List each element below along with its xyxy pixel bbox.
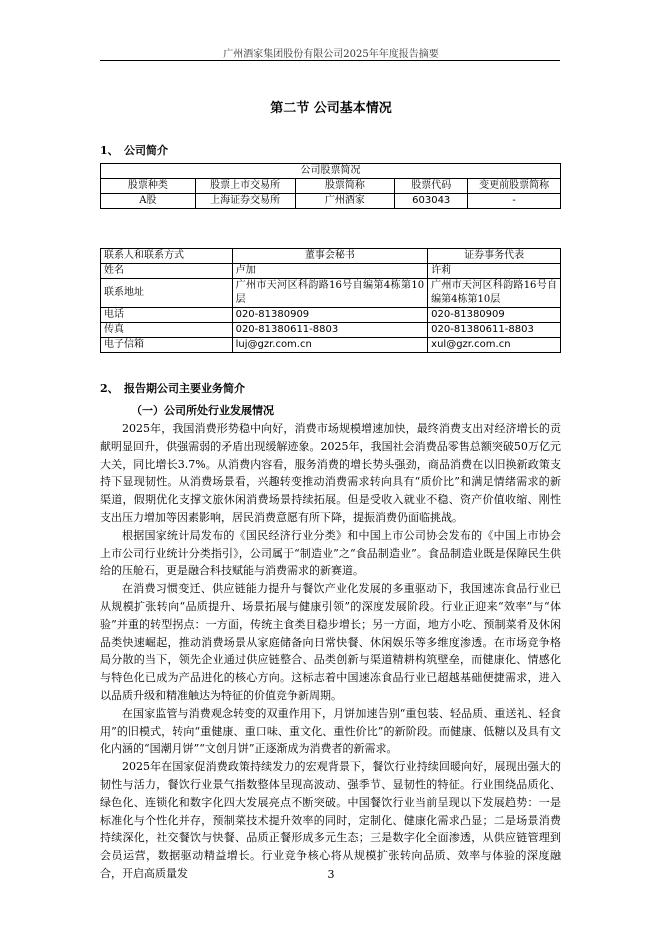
table-cell: 020-81380611-8803 xyxy=(232,323,428,338)
stock-info-table xyxy=(100,163,561,209)
heading-number: 2、 xyxy=(100,382,119,395)
table-cell: 020-81380611-8803 xyxy=(428,323,561,338)
page-number: 3 xyxy=(327,868,335,881)
table-cell: 603043 xyxy=(395,194,468,209)
paragraph: 根据国家统计局发布的《国民经济行业分类》和中国上市公司协会发布的《中国上市协会上市公司行业统计分类指引》，公司属于“制造业”之“食品制造业”。食品制造业既是保障民生供给的压舱石，更是融合科技赋能与消费需求的新赛道。 xyxy=(100,528,561,578)
paragraph: 2025年在国家促消费政策持续发力的宏观背景下，餐饮行业持续回暖向好，展现出强大的韧性与活力，餐饮行业景气指数整体呈现高波动、强季节、显韧性的特征。行业围绕品质化、绿色化、连锁化和数字化四大发展亮点不断突破。中国餐饮行业当前呈现以下发展趋势：一是标准化与个性化并存，预制菜技术提升效率的同时，定制化、健康化需求凸显；二是场景消费持续深化，社交餐饮与快餐、品质正餐形成多元生态；三是数字化全面渗透，从供应链管理到会员运营，数据驱动精益增长。行业竞争核心将从规模扩张转向品质、效率与体验的深度融合，开启高质量发 xyxy=(100,760,561,880)
paragraph: 在国家监管与消费观念转变的双重作用下，月饼加速告别“重包装、轻品质、重送礼、轻食用”的旧模式，转向“重健康、重口味、重文化、重性价比”的新阶段。而健康、低糖以及具有文化内涵的“国潮月饼”“文创月饼”正逐渐成为消费者的新需求。 xyxy=(100,706,561,756)
table-cell: 上海证券交易所 xyxy=(195,194,295,209)
heading-number: 1、 xyxy=(100,144,119,157)
body-text xyxy=(100,420,561,883)
table-header: 股票上市交易所 xyxy=(195,179,295,194)
table-header: 联系人和联系方式 xyxy=(101,249,233,264)
table-header: 董事会秘书 xyxy=(232,249,428,264)
table-cell: 广州酒家 xyxy=(295,194,395,209)
contact-table xyxy=(100,248,561,353)
subsection-title: （一）公司所处行业发展情况 xyxy=(131,404,274,417)
table-cell: 传真 xyxy=(101,323,233,338)
table-cell: 020-81380909 xyxy=(428,308,561,323)
page-header: 广州酒家集团股份有限公司2025年年度报告摘要 xyxy=(223,49,439,60)
table-caption: 公司股票简况 xyxy=(101,164,561,179)
table-cell: 姓名 xyxy=(101,264,233,279)
heading-company-profile xyxy=(100,142,168,158)
paragraph: 2025年，我国消费形势稳中向好，消费市场规模增速加快，最终消费支出对经济增长的贡献明显回升，供强需弱的矛盾出现缓解迹象。2025年，我国社会消费品零售总额突破50万亿元大关，同比增长3.7%。从消费内容看，服务消费的增长势头强劲，商品消费在以旧换新政策支持下显现韧性。从消费场景看，兴趣转变推动消费需求转向具有“质价比”和满足情绪需求的新渠道，假期优化支撑文旅休闲消费场景持续拓展。但是受收入就业不稳、资产价值收缩、刚性支出压力增加等因素影响，居民消费意愿有所下降，提振消费仍面临挑战。 xyxy=(100,422,561,524)
table-header: 股票代码 xyxy=(395,179,468,194)
table-cell: - xyxy=(468,194,561,209)
table-header: 股票种类 xyxy=(101,179,196,194)
email-link[interactable]: xul@gzr.com.cn xyxy=(428,338,561,353)
table-header: 变更前股票简称 xyxy=(468,179,561,194)
table-cell: 电子信箱 xyxy=(101,338,233,353)
table-cell: 电话 xyxy=(101,308,233,323)
heading-business-overview xyxy=(100,380,245,396)
table-header: 股票简称 xyxy=(295,179,395,194)
table-cell: 广州市天河区科韵路16号自编第4栋第10层 xyxy=(428,279,561,308)
heading-text: 公司简介 xyxy=(124,144,168,157)
table-header: 证券事务代表 xyxy=(428,249,561,264)
table-cell: A股 xyxy=(101,194,196,209)
table-cell: 许莉 xyxy=(428,264,561,279)
paragraph: 在消费习惯变迁、供应链能力提升与餐饮产业化发展的多重驱动下，我国速冻食品行业已从规模扩张转向“品质提升、场景拓展与健康引领”的深度发展阶段。行业正迎来“效率”与“体验”并重的转型拐点：一方面，传统主食类目稳步增长；另一方面，地方小吃、预制菜肴及休闲品类快速崛起，推动消费场景从家庭储备向日常快餐、休闲娱乐等多维度渗透。在市场竞争格局分散的当下，领先企业通过供应链整合、品类创新与渠道精耕构筑壁垒，而健康化、情感化与特色化已成为产品进化的核心方向。这标志着中国速冻食品行业已超越基础便捷需求，进入以品质升级和精准触达为特征的价值竞争新周期。 xyxy=(100,582,561,702)
section-title: 第二节 公司基本情况 xyxy=(270,101,392,116)
heading-text: 报告期公司主要业务简介 xyxy=(124,382,245,395)
table-cell: 卢加 xyxy=(232,264,428,279)
header-divider xyxy=(100,60,560,61)
table-cell: 广州市天河区科韵路16号自编第4栋第10层 xyxy=(232,279,428,308)
email-link[interactable]: luj@gzr.com.cn xyxy=(232,338,428,353)
table-cell: 020-81380909 xyxy=(232,308,428,323)
table-cell: 联系地址 xyxy=(101,279,233,308)
